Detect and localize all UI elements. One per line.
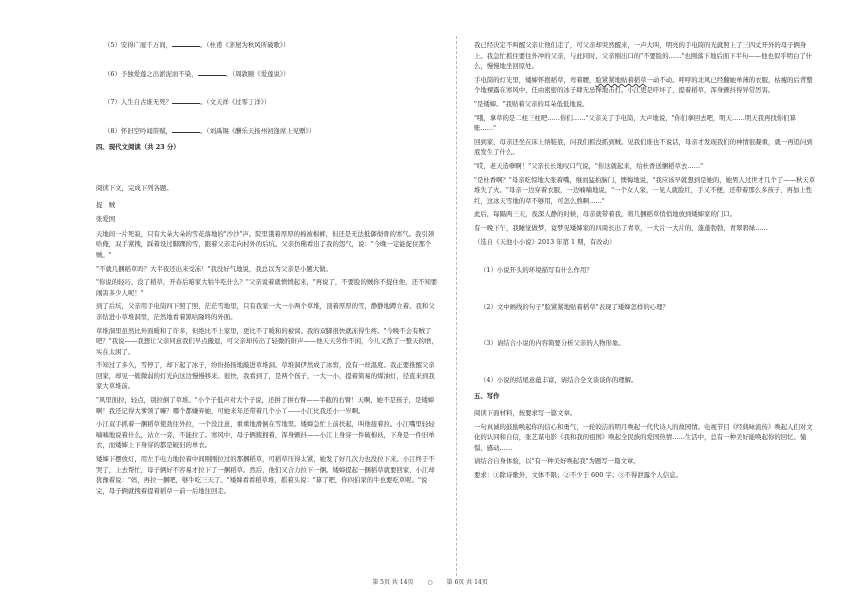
story-title: 捉 贼 [96,200,116,209]
story-paragraph: 天地间一片死寂，只有大朵大朵的雪花落地的"沙沙"声。院里饿着厚厚的棉被棉裤，但还是无法抵御彻骨的寒气。我引颈哈俺，双手紧拽，踩着设过脚踝的雪，跟着父亲走向村外的后坑。父亲仿佛看出了我的怨气，说："今晚一定能捉住那个贼。" [96,229,435,259]
binding-circle-icon: ○ [427,579,433,586]
section-heading: 四、现代文阅读（共 23 分） [96,143,180,152]
story-author: 张爱国 [96,215,116,224]
reading-question-4: （4）小说的结尾意蕴丰富，请结合全文谈谈你的理解。 [480,375,638,384]
question-8: （8）怀旧空吟闻笛赋， 。（刘禹锡《酬乐天扬州初逢席上见赠》） [104,126,316,135]
page-footer [0,577,860,586]
question-6: （6）予独爱莲之出淤泥而不染， 。（周敦颐《爱莲说》） [104,69,290,78]
writing-prompt: 一句真诚的鼓励唤起你的信心和勇气，一轮皎洁的明月唤起一代代诗人的故园情。电视节目《经典咏流传》唤起人们对文化的认同和自信，张艺谋电影《我和我的祖国》唤起全民族的爱国热情……生活中，总有一种美好能唤起你的回忆、憧憬、感动…… [474,422,813,452]
story-paragraph: 不知过了多久，雪停了，却下起了冰子，纷纷扬扬地敲进草堆洞。草堆洞伊然成了冰窖，没有一丝温度。我正要推醒父亲回家，却见一簇微弱的灯光向这边慢慢移来。很快，我看到了，是两个孩子，一大一小，提着简易的煤油灯，径直来到我家大草堆前。 [96,361,435,391]
source-note: （选自《天池小小说》2013 年第 1 期，有改动） [474,237,616,246]
right-column [474,40,816,484]
story-paragraph: "是杜香啊？"母亲吃惊地大张着嘴，继而猛拍脑门，懊悔地说，"我应该早就想到是她的，她男人过世才几个了——秋天草堆失了火。"母亲一边穿着衣服，一边喃喃地说，"一个女人家，一见人就脸红，手又不便，还带着那么多孩子，再加上性红，这冰天雪地的草不够用，可怎么熬啊……" [474,175,816,205]
story-paragraph: 小江双手抓着一捆稻草使劲往外拉，一个没注意，重重地滑倒在雪地里。矮婶急忙上前扶起，叫他接着拉。小江嘴里轻轻喃喃地说着什么，站立一旁，不能拉了。寒风中，母子俩簇拥着，浑身颤抖——小江上身穿一件破棉袄，下身是一件旧单衣，而矮婶上下身穿的都是破旧的单衣。 [96,420,435,450]
answer-blank[interactable] [172,40,200,47]
question-5: （5）安得广厦千万间， 。（杜甫《茅屋为秋风所破歌》） [104,41,290,49]
writing-requirements: 要求：①除诗歌外，文体不限；②不少于 600 字；③不得泄露个人信息。 [474,471,682,480]
question-7: （7）人生自古谁无死？ 。（文天祥《过零丁洋》） [104,98,271,107]
page-number-right: 第 6页 共 14页 [446,579,488,586]
story-paragraph: 手电筒的灯光里，矮婶怀抱稻草，弯着腰，脸紧紧地贴着稻草一动不动。呼呼的北风已经翻她单薄的衣服，枯瘦的后背整个地裸露在寒风中，任由密密的冰子肆无忌惮地击打。小江更是吓坏了，提着稻草，浑身颤抖得异常厉害。 [474,75,813,95]
story-paragraph: 回到家，母亲还坐在床上纳鞋底，问我们抓没抓到贼。见我们谁也不说话，母亲才发现我们的神情很凝重，就一再追问到底发生了什么。 [474,137,813,157]
writing-prompt: 阅读下面材料，按要求写一篇文章。 [474,409,577,418]
story-paragraph: "你说的轻巧，没了稻草，开春后咱家大牯牛吃什么？"父亲说着就愤愤起来，"再说了，不要脸的贼你不捉住他，还不知要闹害多少人呢！" [96,278,438,297]
reading-question-1: （1）小说开头的环境描写有什么作用？ [480,266,593,275]
reading-question-3: （3）请结合小说的内容简要分析父亲的人物形象。 [480,339,625,348]
answer-blank[interactable] [198,69,226,76]
story-paragraph: "哎，老天造孽啊！"父亲长长地叹口气说，"你这就起来，给杜香送捆稻草去……" [474,161,704,170]
instruction: 阅读下文，完成下列各题。 [96,183,173,192]
story-paragraph: "风里面拉，轻点，别拉倒了草堆。"小个子低声对大个子说，还拼了拼右臂——半截的右臂！天啊，她不是孩子，是矮婶啊！我还记得大爹领了嘛？哪个都嫌弃她，可她来年还带着几个小丫——小江比我还小一岁啊。 [96,396,435,415]
story-paragraph: "不就几捆稻草吗？大半夜还出来受冻！"我没好气地说，我总以为父亲是小题大做。 [96,264,332,273]
story-paragraph: 此后，每隔两三天，夜深人静的时候，母亲就带着我，将几捆稻草悄悄地放到矮婶家的门口。 [474,210,737,219]
column-divider [456,36,457,576]
story-paragraph: 我已经决定不叫醒父亲让他们走了，可父亲却突然醒来，一声大叫，明亮的手电筒的光就照上了三四丈开外的母子俩身上。我急忙抓住要往外冲的父亲，与此同时，父亲刚出口的"不要脸的……"也刚落下地后面下半句——他也似乎明白了什么，慢慢地坐回原处。 [474,41,813,71]
answer-blank[interactable] [172,97,200,104]
story-paragraph: 到了后坑，父亲用手电筒四下照了照，茫茫雪地里，只有我家一大一小两个草堆，顶着厚厚的雪，静静地蹲立着。我和父亲钻进小草堆洞里，茫然地看着黑咕隆咚的外面。 [96,302,435,321]
story-paragraph: "是矮婶。"我贴着父亲的耳朵低低地说。 [474,99,589,108]
writing-prompt: 请结合自身体验，以"有一种美好唤起我"为题写一篇文章。 [474,457,640,466]
page-number-left: 第 5页 共 14页 [372,579,414,586]
story-paragraph: 有一晚下午，我睡觉做梦，竟梦见矮婶家的四周长出了青草，一大片一大片的，蓬蓬勃勃，青翠碧绿…… [474,223,768,232]
underlined-sentence: 脸紧紧地贴着稻草 [595,75,647,84]
answer-blank[interactable] [172,126,200,133]
reading-question-2: （2）文中画线的句子"脸紧紧地贴着稻草"表现了矮婶怎样的心理？ [480,302,669,311]
story-paragraph: "哦，拿草的是二柱三柱吧……你们……"父亲关了手电筒，大声地说，"你们拿回去吧，明天……明天我再找你们算账……" [474,113,796,133]
left-column [96,40,438,499]
section-heading: 五、写作 [474,392,500,401]
story-paragraph: 矮婶下摆放灯，用左手电力地拉着中间刚刚拉过的那捆稻草，可稻草压得太紧，她发了好几次力也没拉下来。小江终于不哭了，上去帮忙，母子俩好不容易才拉下了一捆稻草。然后，他们又合力拉下一捆。矮婶提起一捆稻草就要回家，小江却犹豫着说："妈，再拉一捆吧，够牛吃三天了。"矮婶看看稻草堆，摇着头说："算了吧，你四伯家的牛也要吃草呢。"说完，母子俩就拽着提着稻草一前一后地往回走。 [96,455,435,495]
story-paragraph: 草堆洞里虽然比外面暖和了许多，但绝比不上家里，更比不了暖和的被窝。我的双脚很快就冻得生疼。"今晚不会有贼了吧？"我说——我想让父亲同意我们早点撤退，可父亲却传出了轻微的鼾声——他天天劳作不闲，今儿又熬了一整天的磨，实在太困了。 [96,326,438,356]
